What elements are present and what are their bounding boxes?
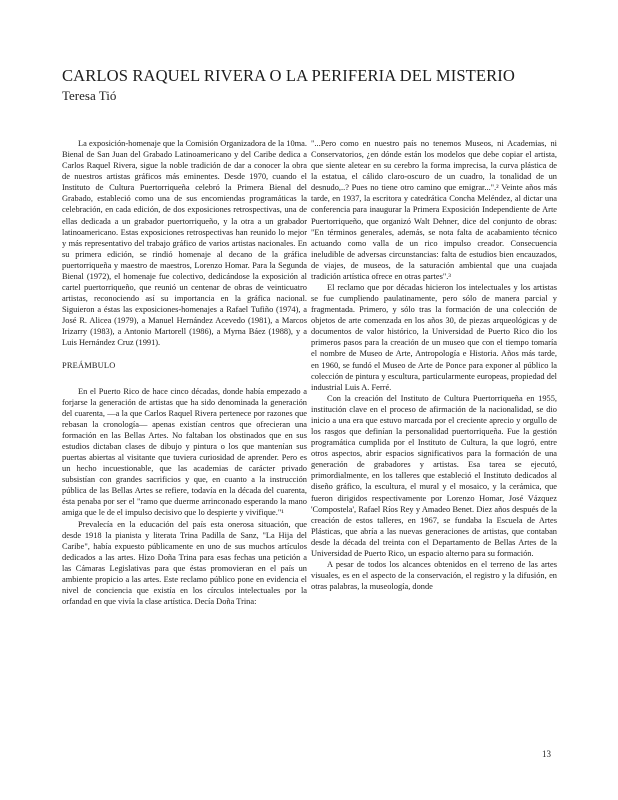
paragraph-preambulo-2: Prevalecía en la educación del país esta onerosa situación, que desde 1918 la pianista y literata Trina Padilla de Sanz, "La Hija del Caribe", había expuesto públicamente en uno de sus muchos artículos dedicados a las artes. Hizo Doña Trina para esas fechas una petición a las Cámaras Legislativas para que éstas promovieran en el país un ambiente propicio a las artes. Este reclamo público pone en evidencia el nivel de conciencia que existía en los círculos intelectuales por la orfandad en que vivía la clase artística. Decía Doña Trina: <box>62 519 307 607</box>
page-number: 13 <box>542 749 551 759</box>
paragraph-preambulo-1: En el Puerto Rico de hace cinco décadas, donde había empezado a forjarse la generación de artistas que ha sido denominada la generación del cuarenta, —a la que Carlos Raquel Rivera pertenece por razones que rebasan la cronología— apenas existían centros que ofrecieran una formación en las Bellas Artes. No faltaban los obstinados que en sus estudios dictaban clases de dibujo y pintura o los que mantenían sus puertas abiertas al visitante que tuviera curiosidad de aprender. Pero es un hecho incuestionable, que las academias de carácter privado subsistían con grandes sacrificios y que, en cuanto a la instrucción pública de las Bellas Artes se refiere, todavía en la década del cuarenta, ésta penaba por ser el "ramo que duerme arrinconado esperando la mano amiga que le de el impulso decisivo que lo despierte y vivifique."¹ <box>62 386 307 518</box>
paragraph-museums: El reclamo que por décadas hicieron los intelectuales y los artistas se fue cumpliendo paulatinamente, pero sólo de manera parcial y fragmentada. Primero, y sólo tras la formación de una colección de objetos de arte comenzada en los años 30, de piezas arqueológicas y de documentos de valor histórico, la Universidad de Puerto Rico dio los primeros pasos para la creación de un museo que con el tiempo tomaría el nombre de Museo de Arte, Antropología e Historia. Años más tarde, en 1960, se fundó el Museo de Arte de Ponce para exponer al público la colección de pintura y escultura, particularmente europeas, propiedad del industrial Luis A. Ferré. <box>311 283 557 392</box>
paragraph-intro: La exposición-homenaje que la Comisión Organizadora de la 10ma. Bienal de San Juan del Grabado Latinoamericano y del Caribe dedica a Carlos Raquel Rivera, sigue la noble tradición de dar a conocer la obra de nuestros artistas gráficos más eminentes. Desde 1970, cuando el Instituto de Cultura Puertorriqueña celebró la Primera Bienal del Grabado, estableció como una de sus encomiendas programáticas la celebración, en cada edición, de dos exposiciones retrospectivas, una de ellas dedicada a un grabador puertorriqueño, y la otra a un grabador latinoamericano. Estas exposiciones retrospectivas han reunido lo mejor y más representativo del trabajo gráfico de varios artistas nacionales. En su primera edición, se rindió homenaje al decano de la gráfica puertorriqueña y maestro de maestros, Lorenzo Homar. Para la Segunda Bienal (1972), el homenaje fue colectivo, dedicándose la exposición al cartel puertorriqueño, que reunió un centenar de obras de veinticuatro artistas, reconociendo así su importancia en la gráfica nacional. Siguieron a éstas las exposiciones-homenajes a Rafael Tufiño (1974), a José R. Alicea (1979), a Manuel Hernández Acevedo (1981), a Marcos Irizarry (1983), a Antonio Martorell (1986), a Myrna Báez (1988), y a Luis Hernández Cruz (1991). <box>62 139 307 348</box>
article-author: Teresa Tió <box>62 88 117 103</box>
left-column <box>62 138 307 607</box>
section-heading-preambulo: PREÁMBULO <box>62 361 116 371</box>
right-column <box>311 138 557 592</box>
article-title: CARLOS RAQUEL RIVERA O LA PERIFERIA DEL MISTERIO <box>62 66 515 85</box>
paragraph-instituto: Con la creación del Instituto de Cultura Puertorriqueña en 1955, institución clave en el proceso de afirmación de la nacionalidad, se dio inicio a una era que estuvo marcada por el creciente aprecio y orgullo de los rasgos que definían la personalidad puertorriqueña. Fue la gestión programática cumplida por el Instituto de Cultura, la que logró, entre otros aspectos, abrir espacios significativos para la formación de una generación de grabadores y artistas. Esa tarea se ejecutó, primordialmente, en los talleres que estableció el Instituto dedicados al diseño gráfico, la escultura, el mural y el mosaico, y la cerámica, que fueron dirigidos respectivamente por Lorenzo Homar, José Vázquez 'Compostela', Rafael Ríos Rey y Amadeo Benet. Diez años después de la creación de estos talleres, en 1967, se fundaba la Escuela de Artes Plásticas, que abría a las nuevas generaciones de artistas, que contaban desde la década del treinta con el Departamento de Bellas Artes de la Universidad de Puerto Rico, un espacio alterno para su formación. <box>311 393 557 558</box>
paragraph-conservation: A pesar de todos los alcances obtenidos en el terreno de las artes visuales, es en el aspecto de la conservación, el registro y la difusión, en otras palabras, la museología, donde <box>311 559 557 592</box>
paragraph-quote: "...Pero como en nuestro país no tenemos Museos, ni Academias, ni Conservatorios, ¿en dónde están los modelos que debe copiar el artista, que siente aletear en su cerebro la forma imprecisa, la curva plástica de la estatua, el cálido claro-oscuro de un cuadro, la tonalidad de un desnudo,..? Pues no tiene otro camino que emigrar...".² Veinte años más tarde, en 1937, la escritora y catedrática Concha Meléndez, al dictar una conferencia para inaugurar la Primera Exposición Independiente de Arte Puertorriqueño, que organizó Walt Dehner, dice del conjunto de obras: "En términos generales, además, se nota falta de acabamiento técnico actuando como valla de un rico impulso creador. Consecuencia ineludible de adversas circunstancias: falta de estudios bien encauzados, de viajes, de museos, de la saturación ambiental que una cuajada tradición artística ofrece en otras partes".³ <box>311 139 557 281</box>
